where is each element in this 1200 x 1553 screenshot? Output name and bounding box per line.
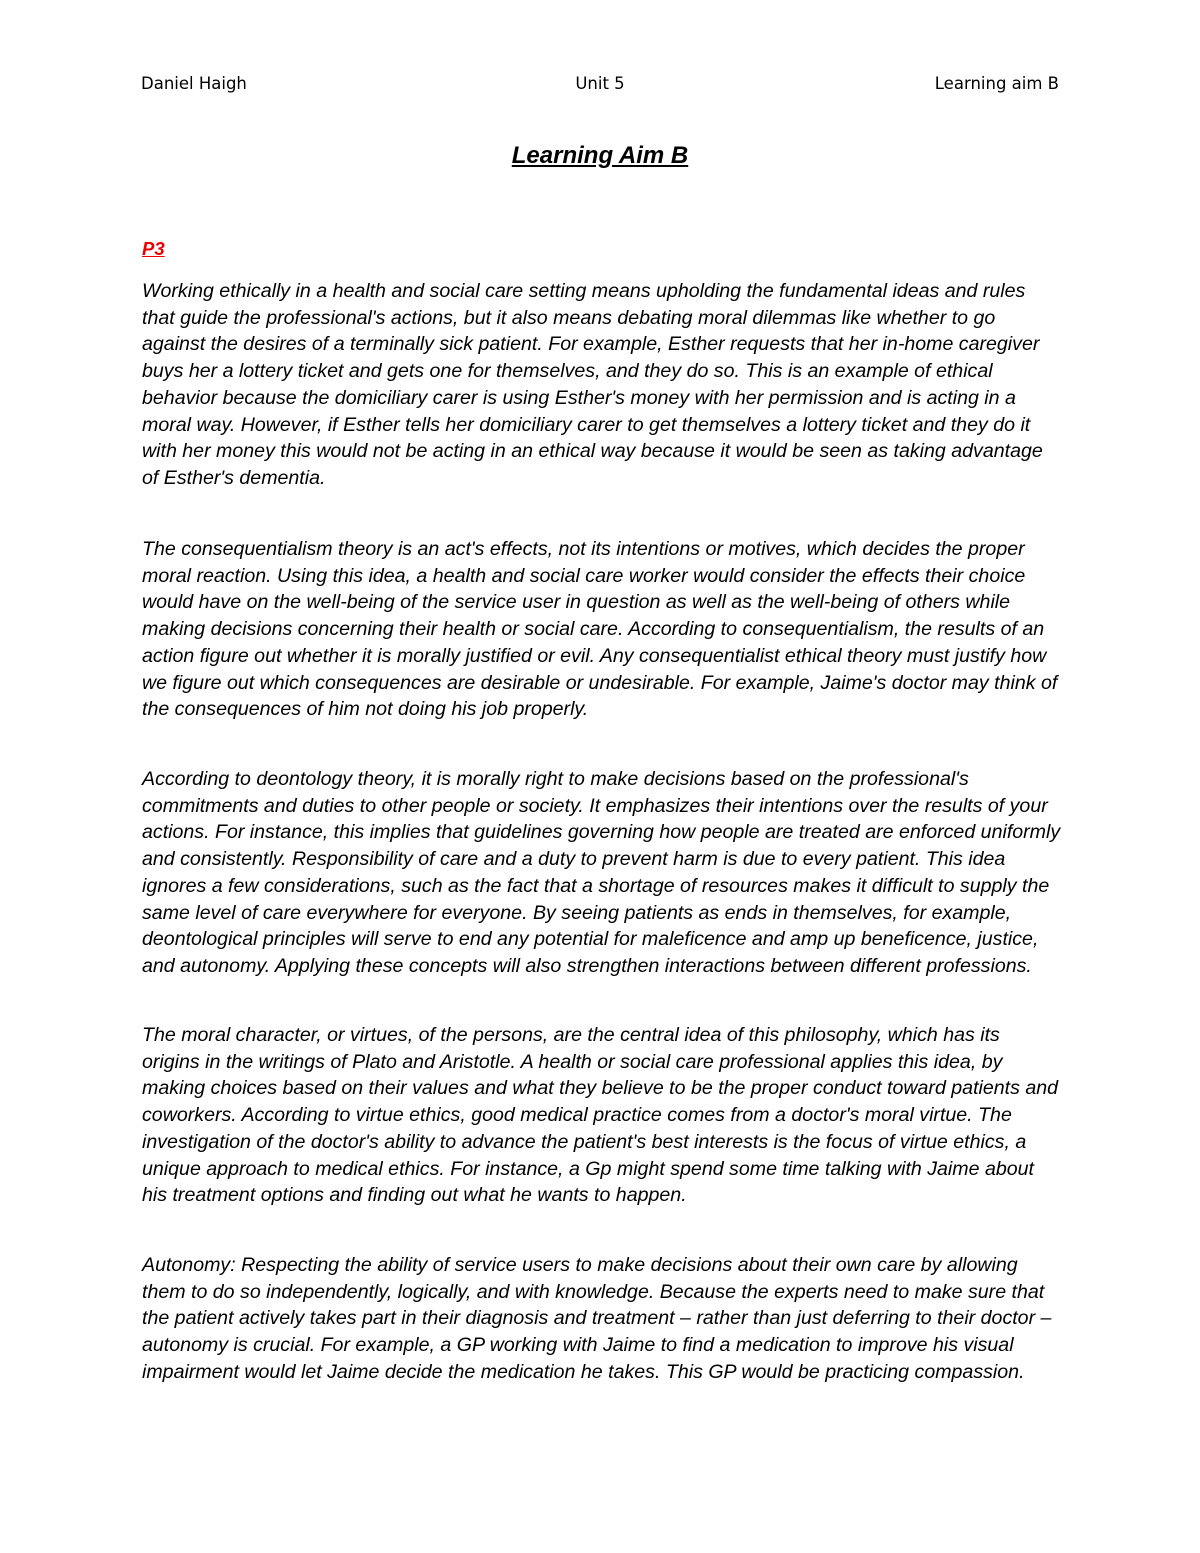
paragraph-ethical-working [142, 278, 1062, 492]
page-header [141, 74, 1059, 98]
paragraph-autonomy [142, 1252, 1062, 1386]
paragraph-consequentialism [142, 536, 1062, 723]
header-unit: Unit 5 [575, 74, 625, 93]
paragraph-text: Working ethically in a health and social care setting means upholding the fundamental ideas and rules that guide the professional's actions, but it also means debating moral dilemmas like whether to go against the desires of a terminally sick patient. For example, Esther requests that her in-home caregiver buys her a lottery ticket and gets one for themselves, and they do so. This is an example of ethical behavior because the domiciliary carer is using Esther's money with her permission and is acting in a moral way. However, if Esther tells her domiciliary carer to get themselves a lottery ticket and they do it with her money this would not be acting in an ethical way because it would be seen as taking advantage of Esther's dementia. [142, 280, 1043, 489]
paragraph-text: The consequentialism theory is an act's effects, not its intentions or motives, which decides the proper moral reaction. Using this idea, a health and social care worker would consider the effects their choice would have on the well-being of the service user in question as well as the well-being of others while making decisions concerning their health or social care. According to consequentialism, the results of an action figure out whether it is morally justified or evil. Any consequentialist ethical theory must justify how we figure out which consequences are desirable or undesirable. For example, Jaime's doctor may think of the consequences of him not doing his job properly. [142, 538, 1058, 721]
header-author: Daniel Haigh [141, 74, 247, 93]
paragraph-text: Autonomy: Respecting the ability of service users to make decisions about their own care by allowing them to do so independently, logically, and with knowledge. Because the experts need to make sure that the patient actively takes part in their diagnosis and treatment – rather than just deferring to their doctor – autonomy is crucial. For example, a GP working with Jaime to find a medication to improve his visual impairment would let Jaime decide the medication he takes. This GP would be practicing compassion. [142, 1254, 1052, 1383]
header-aim: Learning aim B [934, 74, 1059, 93]
paragraph-virtue-ethics [142, 1022, 1062, 1209]
paragraph-text: The moral character, or virtues, of the persons, are the central idea of this philosophy, which has its origins in the writings of Plato and Aristotle. A health or social care professional applies this idea, by making choices based on their values and what they believe to be the proper conduct toward patients and coworkers. According to virtue ethics, good medical practice comes from a doctor's moral virtue. The investigation of the doctor's ability to advance the patient's best interests is the focus of virtue ethics, a unique approach to medical ethics. For instance, a Gp might spend some time talking with Jaime about his treatment options and finding out what he wants to happen. [142, 1024, 1059, 1207]
paragraph-text: According to deontology theory, it is morally right to make decisions based on the professional's commitments and duties to other people or society. It emphasizes their intentions over the results of your actions. For instance, this implies that guidelines governing how people are treated are enforced uniformly and consistently. Responsibility of care and a duty to prevent harm is due to every patient. This idea ignores a few considerations, such as the fact that a shortage of resources makes it difficult to supply the same level of care everywhere for everyone. By seeing patients as ends in themselves, for example, deontological principles will serve to end any potential for maleficence and amp up beneficence, justice, and autonomy. Applying these concepts will also strengthen interactions between different professions. [142, 768, 1061, 977]
section-label-p3: P3 [142, 238, 165, 259]
page-title: Learning Aim B [511, 142, 689, 169]
paragraph-deontology [142, 766, 1062, 980]
